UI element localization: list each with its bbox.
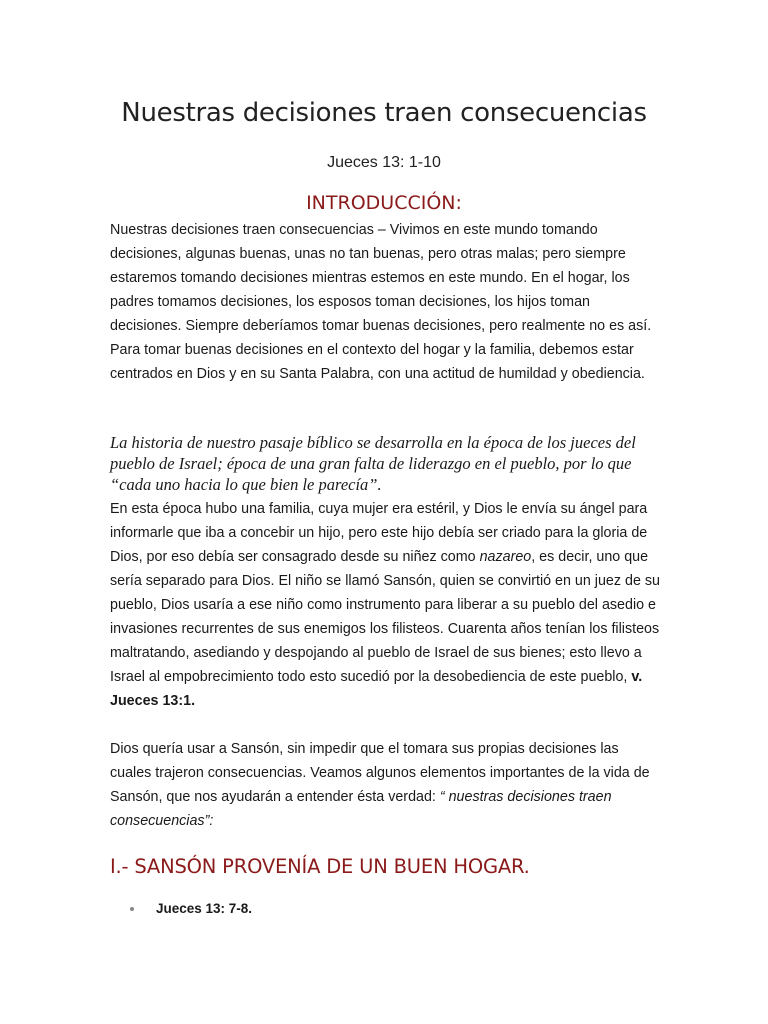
intro-heading: INTRODUCCIÓN: [306, 192, 462, 214]
intro-paragraph: Nuestras decisiones traen consecuencias – Vivimos en este mundo tomando decisiones, algunas buenas, unas no tan buenas, pero otras malas; pero siempre estaremos tomando decisiones mientras estemos en este mundo. En el hogar, los padres tomamos decisiones, los esposos toman decisiones, los hijos toman decisiones. Siempre deberíamos tomar buenas decisiones, pero realmente no es así. Para tomar buenas decisiones en el contexto del hogar y la familia, debemos estar centrados en Dios y en su Santa Palabra, con una actitud de humildad y obediencia. [110, 222, 652, 382]
story-text-1: En esta época hubo una familia, cuya mujer era estéril, y Dios le envía su ángel para informarle que iba a concebir un hijo, pero este hijo debía ser criado para la gloria de Dios, por eso debía ser consagrado desde su niñez como [110, 501, 648, 565]
bullet-list [130, 898, 252, 920]
document-title: Nuestras decisiones traen consecuencias [121, 98, 647, 128]
story-paragraph [110, 497, 660, 713]
theme-quote: “ nuestras decisiones traen consecuencias”: [110, 789, 612, 829]
purpose-text: Dios quería usar a Sansón, sin impedir que el tomara sus propias decisiones las cuales trajeron consecuencias. Veamos algunos elementos importantes de la vida de Sansón, que nos ayudarán a entender ésta verdad: [110, 741, 650, 805]
bullet-text: Jueces 13: 7-8. [156, 901, 253, 916]
bullet-dot-icon [130, 907, 134, 911]
scripture-reference: Jueces 13: 1-10 [327, 154, 441, 171]
purpose-paragraph [110, 737, 660, 833]
story-text-2: , es decir, uno que sería separado para Dios. El niño se llamó Sansón, quien se convirtió en un juez de su pueblo, Dios usaría a ese niño como instrumento para liberar a su pueblo del asedio e invasiones recurrentes de sus enemigos los filisteos. Cuarenta años tenían los filisteos maltratando, asediando y despojando al pueblo de Israel de sus bienes; esto llevo a Israel al empobrecimiento todo esto sucedió por la desobediencia de este pueblo, [110, 549, 660, 685]
nazareo-term: nazareo [479, 549, 532, 565]
italic-context-paragraph: La historia de nuestro pasaje bíblico se desarrolla en la época de los jueces del pueblo de Israel; época de una gran falta de liderazgo en el pueblo, por lo que “cada uno hacia lo que bien le parecía”. [110, 433, 636, 494]
verse-reference: v. Jueces 13:1. [110, 669, 643, 709]
list-item [130, 898, 252, 920]
section-heading: I.- SANSÓN PROVENÍA DE UN BUEN HOGAR. [110, 855, 530, 878]
